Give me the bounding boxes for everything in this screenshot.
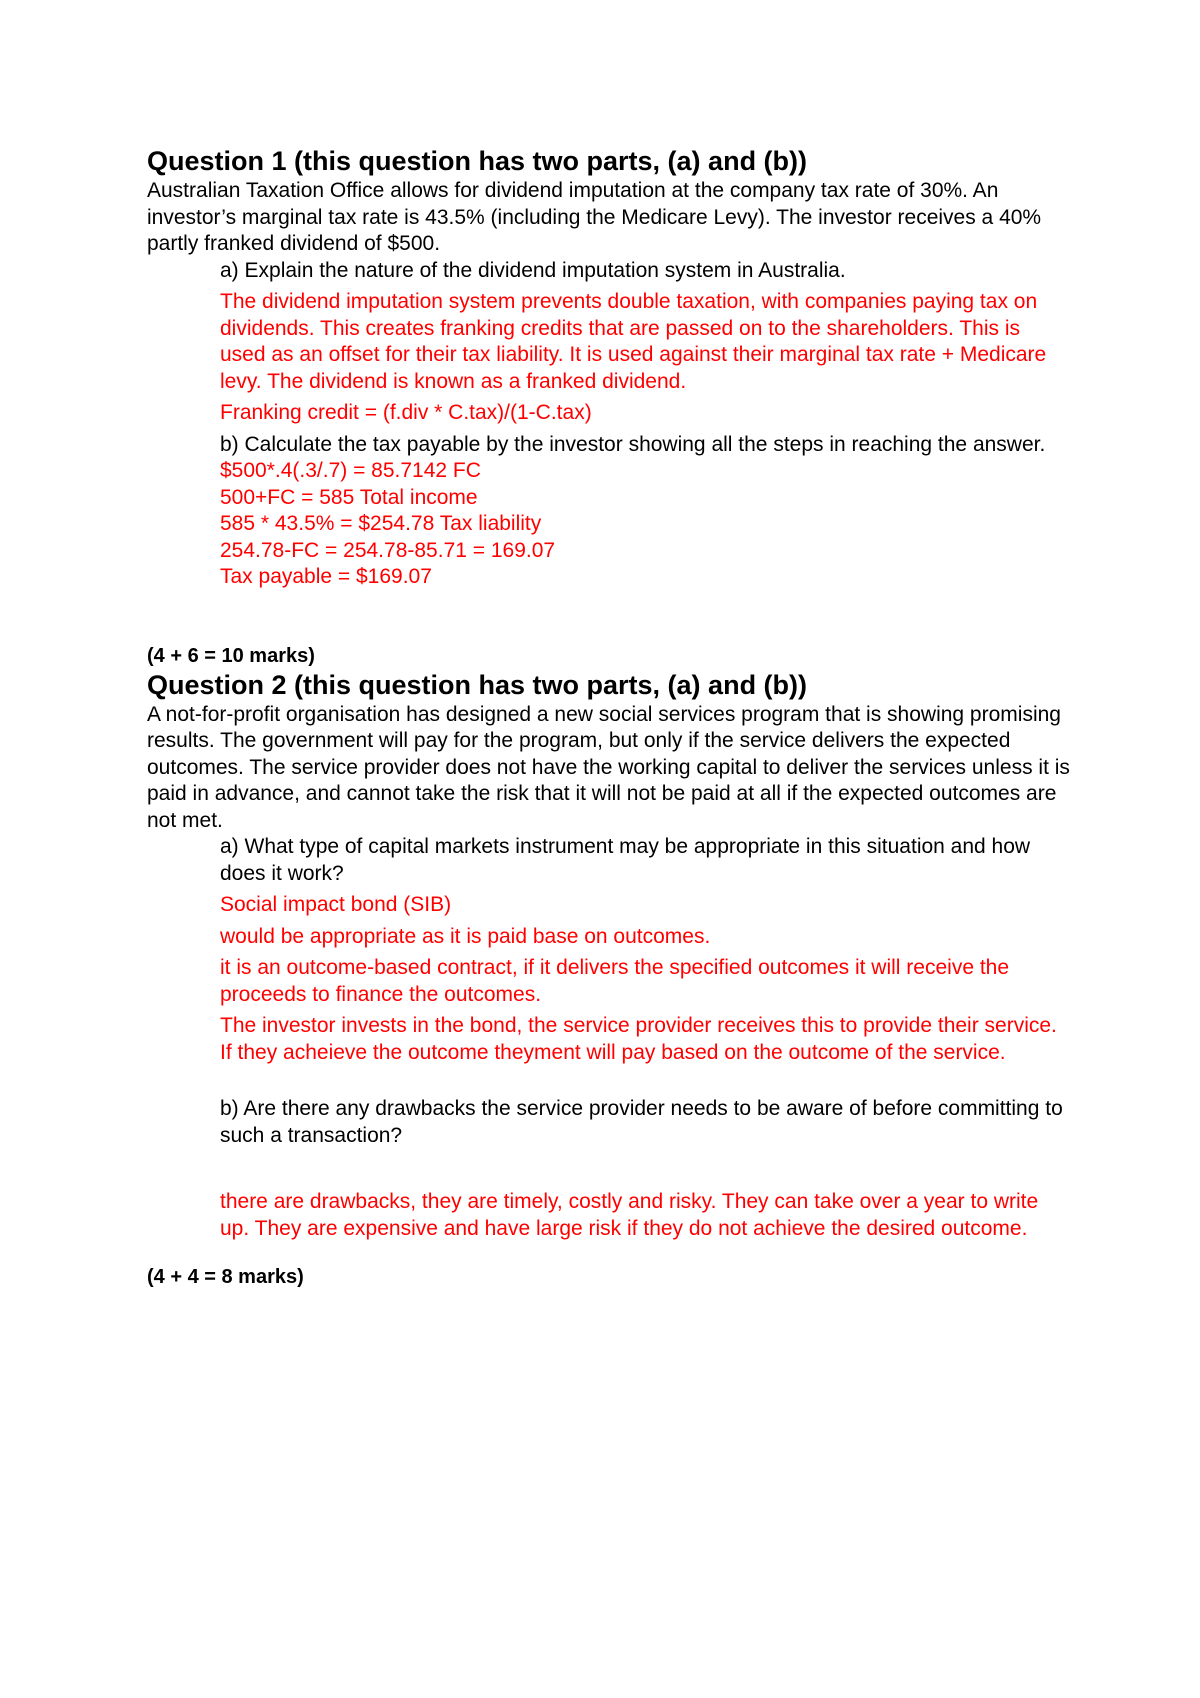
- question-2: [147, 669, 1070, 1291]
- question-2-part-a-answer: The investor invests in the bond, the service provider receives this to provide their service. If they acheieve the outcome theyment will pay based on the outcome of the service.: [220, 1014, 1057, 1064]
- question-2-heading: Question 2 (this question has two parts, (a) and (b)): [147, 669, 808, 700]
- calc-step: 585 * 43.5% = $254.78 Tax liability: [220, 512, 542, 535]
- question-1-stem: Australian Taxation Office allows for dividend imputation at the company tax rate of 30%. An investor’s marginal tax rate is 43.5% (including the Medicare Levy). The investor receives a 40% partly franked dividend of $500.: [147, 179, 1042, 255]
- question-2-part-b: b) Are there any drawbacks the service provider needs to be aware of before committing to such a transaction?: [220, 1097, 1063, 1147]
- calc-step: 254.78-FC = 254.78-85.71 = 169.07: [220, 538, 556, 562]
- calc-step: 500+FC = 585 Total income: [220, 485, 478, 509]
- franking-credit-formula: Franking credit = (f.div * C.tax)/(1-C.tax): [220, 401, 592, 424]
- question-2-parts: [220, 834, 1070, 1242]
- question-2-part-a-answer: Social impact bond (SIB): [220, 893, 452, 916]
- question-2-part-a: a) What type of capital markets instrument may be appropriate in this situation and how does it work?: [220, 835, 1031, 885]
- question-2-part-a-answer: it is an outcome-based contract, if it delivers the specified outcomes it will receive the proceeds to finance the outcomes.: [220, 956, 1010, 1006]
- question-1-part-a: a) Explain the nature of the dividend imputation system in Australia.: [220, 258, 846, 282]
- question-1-part-b: b) Calculate the tax payable by the investor showing all the steps in reaching the answer.: [220, 432, 1046, 456]
- question-1-part-a-answer: The dividend imputation system prevents double taxation, with companies paying tax on dividends. This creates franking credits that are passed on to the shareholders. This is used as an offset for their tax liability. It is used against their marginal tax rate + Medicare levy. The dividend is known as a franked dividend.: [220, 290, 1047, 393]
- question-2-stem: A not-for-profit organisation has designed a new social services program that is showing promising results. The government will pay for the program, but only if the service delivers the expected outcomes. The service provider does not have the working capital to deliver the services unless it is paid in advance, and cannot take the risk that it will not be paid at all if the expected outcomes are not met.: [147, 702, 1070, 832]
- question-2-marks: (4 + 4 = 8 marks): [147, 1266, 304, 1288]
- question-2-part-b-answer: there are drawbacks, they are timely, costly and risky. They can take over a year to write up. They are expensive and have large risk if they do not achieve the desired outcome.: [220, 1190, 1039, 1240]
- calc-step: $500*.4(.3/.7) = 85.7142 FC: [220, 459, 481, 482]
- question-1: [147, 145, 1070, 669]
- question-2-part-a-answer: would be appropriate as it is paid base on outcomes.: [220, 924, 711, 948]
- calc-step: Tax payable = $169.07: [220, 565, 432, 588]
- question-1-heading: Question 1 (this question has two parts, (a) and (b)): [147, 146, 808, 176]
- question-1-parts: [220, 258, 1070, 591]
- question-1-marks: (4 + 6 = 10 marks): [147, 644, 315, 667]
